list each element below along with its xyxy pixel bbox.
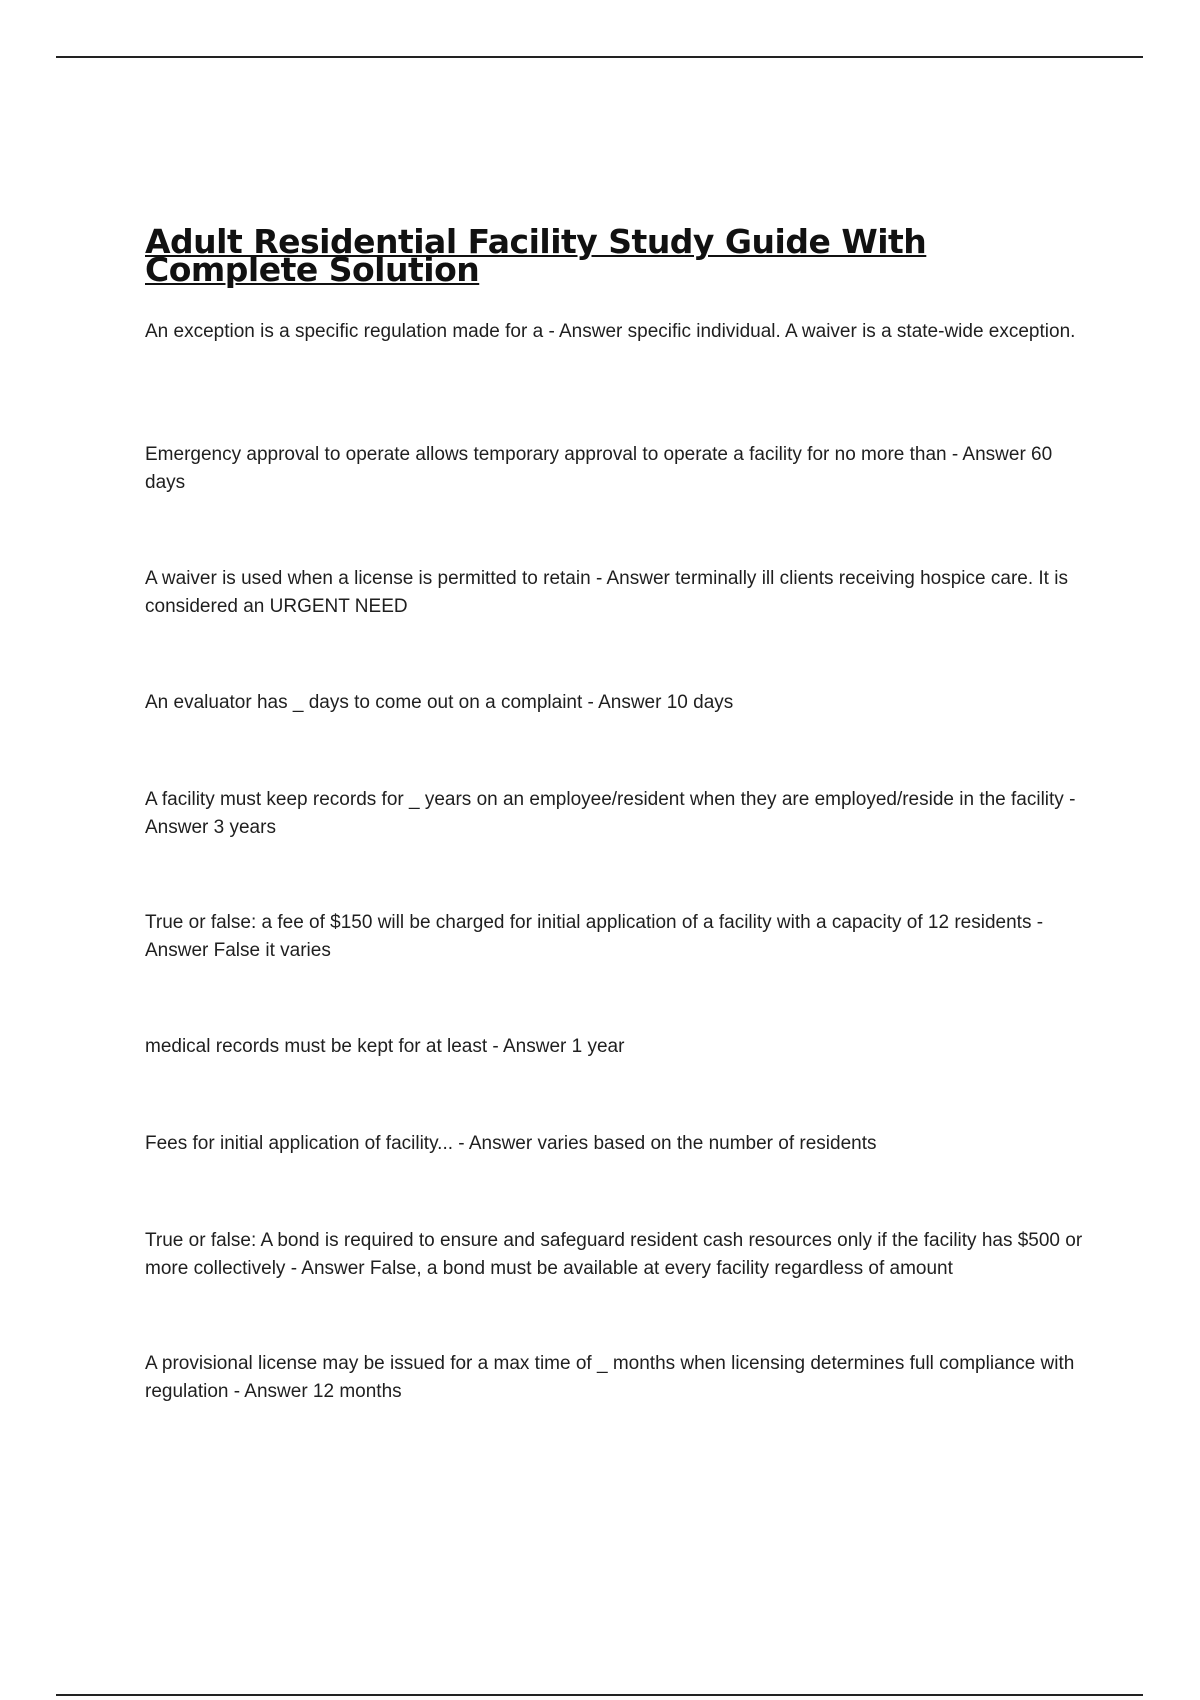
qa-item-3: A waiver is used when a license is permitted to retain - Answer terminally ill clients receiving hospice care. It is considered an URGENT NEED: [145, 568, 1068, 617]
qa-item-7: medical records must be kept for at least - Answer 1 year: [145, 1036, 625, 1057]
qa-item-4: An evaluator has _ days to come out on a complaint - Answer 10 days: [145, 692, 734, 713]
qa-item-1: An exception is a specific regulation made for a - Answer specific individual. A waiver is a state-wide exception.: [145, 321, 1076, 342]
qa-item-9: True or false: A bond is required to ensure and safeguard resident cash resources only if the facility has $500 or more collectively - Answer False, a bond must be available at every facility regardless of amount: [145, 1230, 1083, 1279]
qa-item-2: Emergency approval to operate allows temporary approval to operate a facility for no more than - Answer 60 days: [145, 444, 1053, 493]
qa-item-8: Fees for initial application of facility... - Answer varies based on the number of residents: [145, 1133, 877, 1154]
footer-rule: [56, 1694, 1143, 1696]
header-rule: [56, 56, 1143, 58]
qa-item-10: A provisional license may be issued for a max time of _ months when licensing determines full compliance with regulation - Answer 12 months: [145, 1353, 1075, 1402]
document-title: Adult Residential Facility Study Guide With Complete Solution: [145, 222, 927, 289]
qa-item-5: A facility must keep records for _ years on an employee/resident when they are employed/reside in the facility - Answer 3 years: [145, 789, 1076, 838]
qa-item-6: True or false: a fee of $150 will be charged for initial application of a facility with a capacity of 12 residents - Answer False it varies: [145, 912, 1044, 961]
